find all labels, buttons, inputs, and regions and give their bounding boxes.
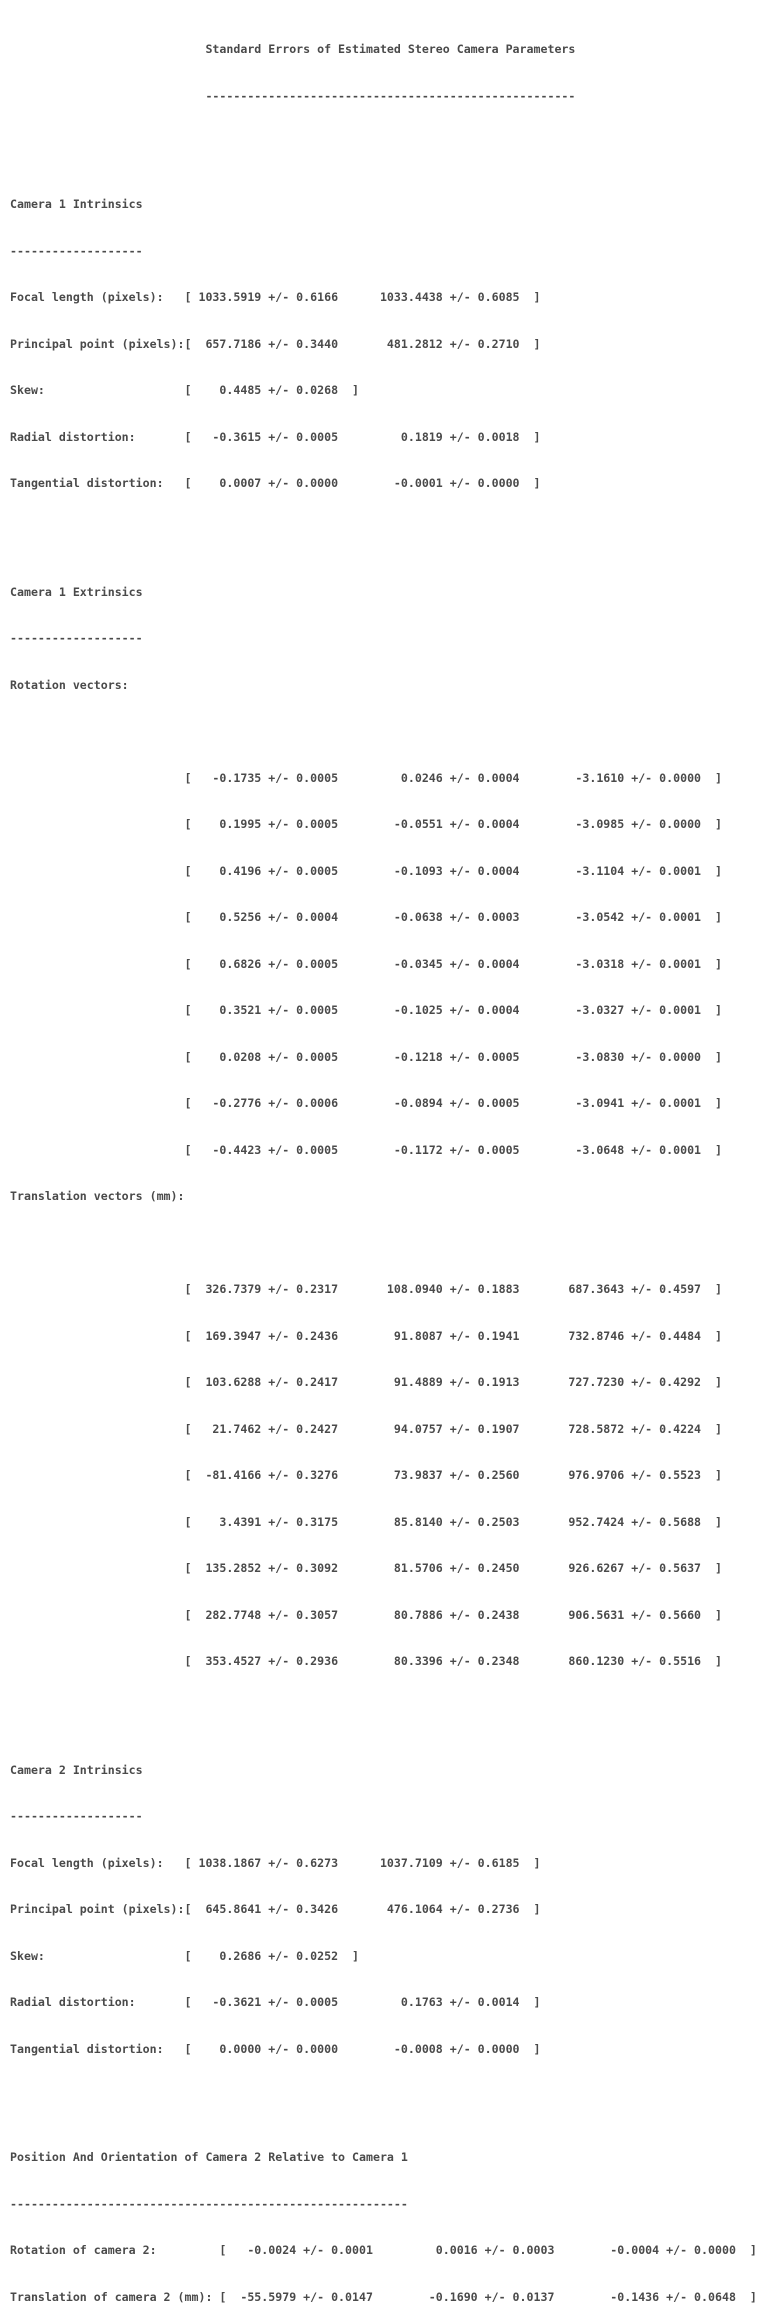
camera2-tangential-distortion-row: Tangential distortion: [ 0.0000 +/- 0.0000 -0.0008 +/- 0.0000 ] xyxy=(10,2041,541,2056)
translation-vectors-label: Translation vectors (mm): xyxy=(10,1189,185,1203)
translation-vector-row: [ 326.7379 +/- 0.2317 108.0940 +/- 0.1883 687.3643 +/- 0.4597 ] xyxy=(10,1282,722,1296)
rotation-vector-row: [ 0.0208 +/- 0.0005 -0.1218 +/- 0.0005 -3.0830 +/- 0.0000 ] xyxy=(10,1049,722,1064)
blank-line xyxy=(10,2088,782,2104)
camera2-radial-distortion-row: Radial distortion: [ -0.3621 +/- 0.0005 0.1763 +/- 0.0014 ] xyxy=(10,1995,541,2009)
relative-pose-underline: --------------------------------------------------------- xyxy=(10,2196,408,2211)
camera1-radial-distortion-row: Radial distortion: [ -0.3615 +/- 0.0005 0.1819 +/- 0.0018 ] xyxy=(10,429,541,444)
translation-vector-row: [ 169.3947 +/- 0.2436 91.8087 +/- 0.1941 732.8746 +/- 0.4484 ] xyxy=(10,1328,722,1343)
relative-pose-heading: Position And Orientation of Camera 2 Relative to Camera 1 xyxy=(10,2150,408,2164)
camera1-intrinsics-heading: Camera 1 Intrinsics xyxy=(10,197,143,211)
blank-line xyxy=(10,1701,782,1717)
camera1-extrinsics-underline: ------------------- xyxy=(10,631,143,645)
rotation-vector-row: [ 0.4196 +/- 0.0005 -0.1093 +/- 0.0004 -3.1104 +/- 0.0001 ] xyxy=(10,863,722,878)
camera2-intrinsics-heading: Camera 2 Intrinsics xyxy=(10,1762,143,1777)
rotation-vector-row: [ 0.6826 +/- 0.0005 -0.0345 +/- 0.0004 -3.0318 +/- 0.0001 ] xyxy=(10,956,722,971)
blank-line xyxy=(10,135,782,151)
camera1-tangential-distortion-row: Tangential distortion: [ 0.0007 +/- 0.0000 -0.0001 +/- 0.0000 ] xyxy=(10,476,541,490)
translation-vector-row: [ 21.7462 +/- 0.2427 94.0757 +/- 0.1907 728.5872 +/- 0.4224 ] xyxy=(10,1421,722,1436)
blank-line xyxy=(10,523,782,539)
camera1-focal-length-row: Focal length (pixels): [ 1033.5919 +/- 0.6166 1033.4438 +/- 0.6085 ] xyxy=(10,290,541,304)
camera1-extrinsics-heading: Camera 1 Extrinsics xyxy=(10,584,143,599)
blank-line xyxy=(10,724,782,740)
report-title-underline: ----------------------------------------------------- xyxy=(10,88,576,103)
blank-line xyxy=(10,1236,782,1252)
rotation-vector-row: [ 0.5256 +/- 0.0004 -0.0638 +/- 0.0003 -3.0542 +/- 0.0001 ] xyxy=(10,910,722,924)
rotation-vector-row: [ 0.1995 +/- 0.0005 -0.0551 +/- 0.0004 -3.0985 +/- 0.0000 ] xyxy=(10,817,722,831)
rotation-vector-row: [ -0.2776 +/- 0.0006 -0.0894 +/- 0.0005 -3.0941 +/- 0.0001 ] xyxy=(10,1096,722,1110)
camera1-intrinsics-underline: ------------------- xyxy=(10,243,143,258)
camera1-principal-point-row: Principal point (pixels):[ 657.7186 +/- 0.3440 481.2812 +/- 0.2710 ] xyxy=(10,336,541,351)
translation-vector-row: [ 103.6288 +/- 0.2417 91.4889 +/- 0.1913 727.7230 +/- 0.4292 ] xyxy=(10,1375,722,1389)
translation-vector-row: [ 135.2852 +/- 0.3092 81.5706 +/- 0.2450 926.6267 +/- 0.5637 ] xyxy=(10,1561,722,1575)
camera2-principal-point-row: Principal point (pixels):[ 645.8641 +/- 0.3426 476.1064 +/- 0.2736 ] xyxy=(10,1902,541,1916)
camera2-relative-rotation-row: Rotation of camera 2: [ -0.0024 +/- 0.0001 0.0016 +/- 0.0003 -0.0004 +/- 0.0000 ] xyxy=(10,2243,757,2257)
report-title: Standard Errors of Estimated Stereo Camera Parameters xyxy=(10,42,576,56)
rotation-vector-row: [ -0.4423 +/- 0.0005 -0.1172 +/- 0.0005 -3.0648 +/- 0.0001 ] xyxy=(10,1142,722,1157)
translation-vector-row: [ 282.7748 +/- 0.3057 80.7886 +/- 0.2438 906.5631 +/- 0.5660 ] xyxy=(10,1607,722,1622)
camera2-skew-row: Skew: [ 0.2686 +/- 0.0252 ] xyxy=(10,1948,360,1963)
rotation-vector-row: [ -0.1735 +/- 0.0005 0.0246 +/- 0.0004 -3.1610 +/- 0.0000 ] xyxy=(10,770,722,785)
rotation-vectors-label: Rotation vectors: xyxy=(10,677,129,692)
translation-vector-row: [ 353.4527 +/- 0.2936 80.3396 +/- 0.2348 860.1230 +/- 0.5516 ] xyxy=(10,1654,722,1668)
translation-vector-row: [ -81.4166 +/- 0.3276 73.9837 +/- 0.2560 976.9706 +/- 0.5523 ] xyxy=(10,1468,722,1482)
camera2-intrinsics-underline: ------------------- xyxy=(10,1809,143,1823)
camera1-skew-row: Skew: [ 0.4485 +/- 0.0268 ] xyxy=(10,383,360,397)
translation-vector-row: [ 3.4391 +/- 0.3175 85.8140 +/- 0.2503 952.7424 +/- 0.5688 ] xyxy=(10,1514,722,1529)
camera2-focal-length-row: Focal length (pixels): [ 1038.1867 +/- 0.6273 1037.7109 +/- 0.6185 ] xyxy=(10,1855,541,1870)
rotation-vector-row: [ 0.3521 +/- 0.0005 -0.1025 +/- 0.0004 -3.0327 +/- 0.0001 ] xyxy=(10,1003,722,1017)
camera2-relative-translation-row: Translation of camera 2 (mm): [ -55.5979 +/- 0.0147 -0.1690 +/- 0.0137 -0.1436 +/- 0.0648 ] xyxy=(10,2289,757,2304)
